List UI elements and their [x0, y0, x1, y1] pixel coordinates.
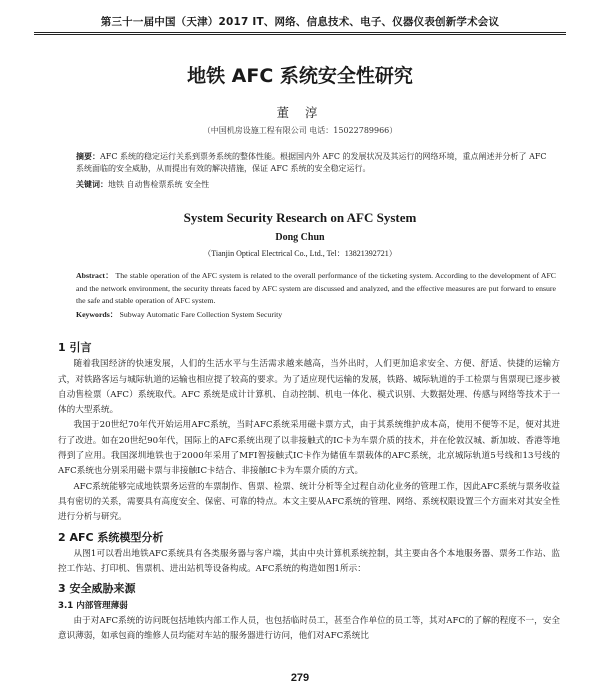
- paragraph: 随着我国经济的快速发展，人们的生活水平与生活需求越来越高，当外出时，人们更加追求安全、方便、舒适、快捷的运输方式，对铁路客运与城际轨道的运输也相应提了较高的要求。为了适应现代运输的发展，铁路、城际轨道的手工检票与售票现已逐步被自动售检票（AFC）系统取代。AFC 系统是成计计算机、自动控制、机电一体化、模式识别、大数据处理、传感与网络等技术于一体的大型系统。: [58, 359, 560, 416]
- body-text: [58, 336, 560, 645]
- abstract-cn: [76, 150, 556, 175]
- keywords-en-label: Keywords：: [76, 310, 118, 319]
- paragraph: 从图1可以看出地铁AFC系统具有各类服务器与客户端，其由中央计算机系统控制，其主要由各个本地服务器、票务工作站、监控工作站、打印机、售票机、进出站机等设备构成。AFC系统的构造如图1所示：: [58, 548, 560, 575]
- section-heading-model-analysis: 2 AFC 系统模型分析: [58, 530, 164, 544]
- header-rule: [34, 32, 566, 33]
- keywords-cn: [76, 178, 556, 191]
- affiliation-en: （Tianjin Optical Electrical Co., Ltd., Tel：13821392721）: [203, 249, 397, 258]
- author-cn: 董 淳: [276, 105, 324, 120]
- paragraph: 由于对AFC系统的访问既包括地铁内部工作人员，也包括临时员工，甚至合作单位的员工等，其对AFC的了解的程度不一，安全意识薄弱，如承包商的维修人员均能对车站的服务器进行访问，他们对AFC系统比: [58, 616, 560, 642]
- paragraph: 我国于20世纪70年代开始运用AFC系统，当时AFC系统采用磁卡票方式，由于其系统维护成本高，使用不便等不足，便对其进行了改进。如在20世纪90年代，国际上的AFC系统出现了以非接触式的IC卡为车票介质的技术，并在伦敦汉城、新加坡、香港等地得到了应用。我国深圳地铁也于2000年采用了MFI智接触式IC卡作为储值车票载体的AFC系统，北京城际轨道5号线和13号线的AFC系统也分别采用磁卡票与非接触IC卡结合、非接触IC卡为车票介质的方式。: [58, 420, 560, 477]
- affiliation-cn: （中国机房设施工程有限公司 电话：15022789966）: [202, 126, 398, 135]
- page-number: 279: [290, 672, 310, 684]
- abstract-en: [76, 270, 556, 308]
- abstract-cn-text: AFC 系统的稳定运行关系到票务系统的整体性能。根据国内外 AFC 的发展状况及其运行的网络环境，重点阐述并分析了 AFC 系统面临的安全威胁，从而提出有效的解决措施，保证 AFC 系统的安全稳定运行。: [76, 152, 547, 173]
- paper-title-cn: 地铁 AFC 系统安全性研究: [187, 65, 413, 87]
- abstract-en-label: Abstract：: [76, 271, 114, 280]
- header-rule-thin: [34, 34, 566, 35]
- subsection-heading-internal-management: 3.1 内部管理薄弱: [58, 600, 128, 611]
- running-head: 第三十一届中国（天津）2017 IT、网络、信息技术、电子、仪器仪表创新学术会议: [100, 16, 500, 28]
- keywords-en: [76, 309, 556, 321]
- section-heading-threat-sources: 3 安全威胁来源: [58, 582, 136, 596]
- abstract-cn-label: 摘要：: [76, 151, 100, 161]
- keywords-cn-text: 地铁 自动售检票系统 安全性: [108, 180, 210, 189]
- paragraph: AFC系统能够完成地铁票务运营的车票制作、售票、检票、统计分析等全过程自动化业务的管理工作，因此AFC系统与票务收益具有密切的关系，需要具有高度安全、保密、可靠的特点。本文主要从AFC系统的管理、网络、系统权限设置三个方面来对其安全性进行分析与研究。: [58, 481, 560, 523]
- keywords-cn-label: 关键词：: [76, 179, 108, 189]
- paper-title-en: System Security Research on AFC System: [183, 210, 417, 225]
- author-en: Dong Chun: [275, 232, 325, 243]
- section-heading-introduction: 1 引言: [58, 341, 92, 354]
- keywords-en-text: Subway Automatic Fare Collection System Security: [119, 310, 283, 319]
- abstract-en-text: The stable operation of the AFC system is related to the overall performance of the ticketing system. According to the development of AFC and the network environment, the security threats faced by AFC system are discussed and analyzed, and the effective measures are put forward to ensure the safe and stable operation of AFC system.: [76, 271, 557, 305]
